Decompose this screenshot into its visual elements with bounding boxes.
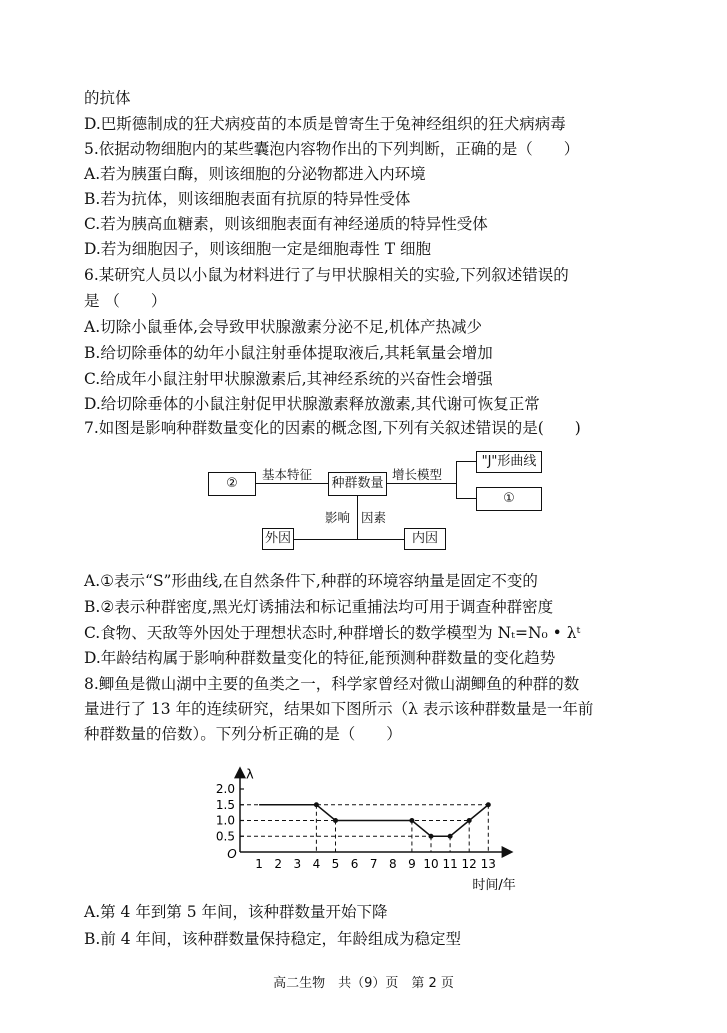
box-number-1: ① (476, 487, 542, 511)
y-tick-label-1: 1.5 (215, 797, 235, 812)
connector-branch-bottom (456, 498, 476, 499)
label-basic-feature: 基本特征 (262, 467, 313, 482)
x-tick-label-3: 4 (312, 857, 321, 871)
line-6: D.若为细胞因子，则该细胞一定是细胞毒性 T 细胞 (84, 240, 431, 258)
box-number-2: ② (208, 472, 256, 496)
box-internal: 内因 (404, 528, 446, 550)
line-9: A.切除小鼠垂体,会导致甲状腺激素分泌不足,机体产热减少 (84, 318, 482, 336)
label-factors: 因素 (361, 510, 387, 525)
data-point-1 (314, 802, 319, 807)
y-axis-label: λ (246, 767, 254, 783)
connector-branch-top (456, 461, 476, 462)
x-tick-label-5: 6 (350, 857, 359, 871)
x-tick-label-2: 3 (293, 857, 302, 871)
connector-branch (456, 461, 457, 499)
line-13: 7.如图是影响种群数量变化的因素的概念图,下列有关叙述错误的是( ) (84, 419, 581, 437)
x-tick-label-4: 5 (331, 857, 340, 871)
line-8: 是 （ ） (84, 292, 167, 310)
line-17: D.年龄结构属于影响种群数量变化的特征,能预测种群数量的变化趋势 (84, 649, 556, 667)
x-tick-label-1: 2 (274, 857, 283, 871)
x-tick-label-8: 9 (408, 857, 416, 871)
x-tick-label-11: 12 (461, 857, 477, 871)
data-point-3 (409, 818, 414, 823)
line-11: C.给成年小鼠注射甲状腺激素后,其神经系统的兴奋性会增强 (84, 370, 493, 388)
line-16: C.食物、天敌等外因处于理想状态时,种群增长的数学模型为 Nₜ=N₀ • λᵗ (84, 624, 581, 642)
connector-down (357, 494, 358, 539)
line-20: 种群数量的倍数）。下列分析正确的是（ ） (84, 725, 402, 743)
lambda-line-chart (0, 735, 727, 895)
x-tick-label-9: 10 (423, 857, 439, 871)
line-7: 6.某研究人员以小鼠为材料进行了与甲状腺相关的实验,下列叙述错误的 (84, 266, 569, 284)
connector-right (386, 483, 456, 484)
x-tick-label-6: 7 (369, 857, 378, 871)
connector-bottom (292, 539, 404, 540)
data-point-6 (467, 818, 472, 823)
box-population: 种群数量 (328, 472, 387, 496)
line-10: B.给切除垂体的幼年小鼠注射垂体提取液后,其耗氧量会增加 (84, 344, 493, 362)
line-19: 量进行了 13 年的连续研究，结果如下图所示（λ 表示该种群数量是一年前 (84, 700, 594, 718)
x-axis-label: 时间/年 (472, 878, 516, 893)
box-external: 外因 (262, 528, 294, 550)
origin-label: O (227, 847, 237, 861)
y-tick-label-2: 1.0 (215, 813, 235, 828)
x-tick-label-12: 13 (480, 857, 496, 871)
line-2: 5.依据动物细胞内的某些囊泡内容物作出的下列判断，正确的是（ ） (84, 140, 580, 158)
y-tick-label-3: 0.5 (215, 829, 235, 844)
line-15: B.②表示种群密度,黑光灯诱捕法和标记重捕法均可用于调查种群密度 (84, 598, 554, 616)
line-0: 的抗体 (84, 89, 131, 107)
data-point-5 (448, 834, 453, 839)
label-growth-model: 增长模型 (392, 467, 443, 482)
x-tick-label-0: 1 (255, 857, 263, 871)
data-point-2 (333, 818, 338, 823)
label-influence: 影响 (325, 510, 351, 525)
line-18: 8.鲫鱼是微山湖中主要的鱼类之一，科学家曾经对微山湖鲫鱼的种群的数 (84, 675, 580, 693)
box-j-curve: "J"形曲线 (476, 451, 542, 473)
line-12: D.给切除垂体的小鼠注射促甲状腺激素释放激素,其代谢可恢复正常 (84, 395, 540, 413)
x-tick-label-10: 11 (442, 857, 458, 871)
data-point-4 (429, 834, 434, 839)
line-3: A.若为胰蛋白酶，则该细胞的分泌物都进入内环境 (84, 165, 426, 183)
page-footer: 高二生物 共（9）页 第 2 页 (273, 976, 454, 991)
line-5: C.若为胰高血糖素，则该细胞表面有神经递质的特异性受体 (84, 215, 488, 233)
line-14: A.①表示“S”形曲线,在自然条件下,种群的环境容纳量是固定不变的 (84, 572, 538, 590)
x-tick-label-7: 8 (388, 857, 397, 871)
y-tick-label-0: 2.0 (215, 782, 235, 796)
line-1: D.巴斯德制成的狂犬病疫苗的本质是曾寄生于兔神经组织的狂犬病病毒 (84, 115, 566, 133)
line-21: A.第 4 年到第 5 年间，该种群数量开始下降 (84, 903, 388, 921)
connector-left (255, 483, 329, 484)
line-22: B.前 4 年间，该种群数量保持稳定，年龄组成为稳定型 (84, 930, 462, 948)
line-4: B.若为抗体，则该细胞表面有抗原的特异性受体 (84, 190, 411, 208)
data-point-7 (486, 802, 491, 807)
